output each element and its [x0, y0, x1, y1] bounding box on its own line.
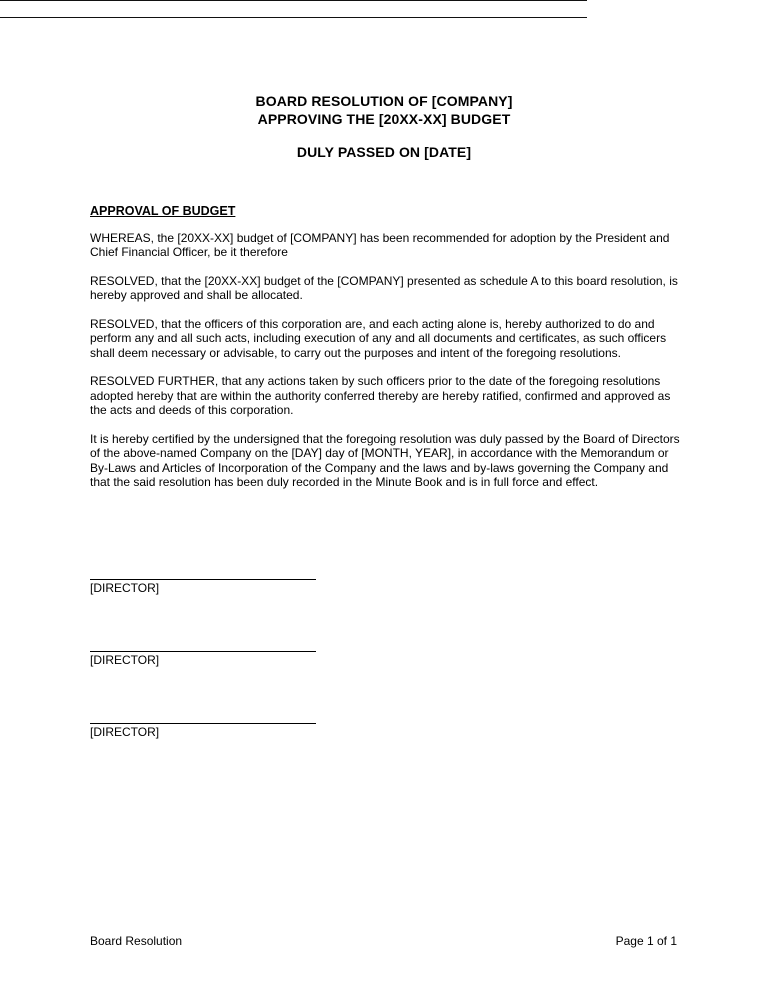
paragraph-resolved-officers: RESOLVED, that the officers of this corporation are, and each acting alone is, hereby authorized to do and perform any and all such acts, including execution of any and all documents and certificates, as such officers shall deem necessary or advisable, to carry out the purposes and intent of the foregoing resolutions.: [90, 316, 667, 360]
signature-line: [90, 723, 316, 724]
signature-label: [DIRECTOR]: [90, 725, 160, 739]
paragraph-resolved-further: RESOLVED FURTHER, that any actions taken by such officers prior to the date of the foregoing resolutions adopted hereby that are within the authority conferred thereby are hereby ratified, confirmed and approved as the acts and deeds of this corporation.: [90, 374, 671, 417]
signature-line: [90, 579, 316, 580]
signature-line: [90, 651, 316, 652]
document-subtitle: DULY PASSED ON [DATE]: [296, 144, 472, 160]
title-line-1: BOARD RESOLUTION OF [COMPANY]: [255, 93, 513, 109]
paragraph-certification: It is hereby certified by the undersigned that the foregoing resolution was duly passed by the Board of Directors of the above-named Company on the [DAY] day of [MONTH, YEAR], in accordance with the Memorandum or By-Laws and Articles of Incorporation of the Company and the laws and by-laws governing the Company and that the said resolution has been duly recorded in the Minute Book and is in full force and effect.: [90, 431, 680, 489]
header-rule-bottom: [0, 17, 587, 18]
signature-block-1: [90, 579, 316, 595]
document-title: [0, 92, 768, 128]
paragraph-resolved-budget: RESOLVED, that the [20XX-XX] budget of the [COMPANY] presented as schedule A to this board resolution, is hereby approved and shall be allocated.: [90, 273, 678, 302]
signature-label: [DIRECTOR]: [90, 653, 160, 667]
section-heading: APPROVAL OF BUDGET: [90, 204, 236, 218]
signature-label: [DIRECTOR]: [90, 581, 160, 595]
document-body: [90, 204, 680, 504]
signature-block-3: [90, 723, 316, 739]
footer-left: Board Resolution: [90, 934, 183, 948]
paragraph-whereas: WHEREAS, the [20XX-XX] budget of [COMPANY] has been recommended for adoption by the President and Chief Financial Officer, be it therefore: [90, 230, 670, 259]
header-rule-top: [0, 0, 587, 1]
title-line-2: APPROVING THE [20XX-XX] BUDGET: [257, 111, 511, 127]
signature-block-2: [90, 651, 316, 667]
footer-page-number: Page 1 of 1: [615, 934, 677, 948]
